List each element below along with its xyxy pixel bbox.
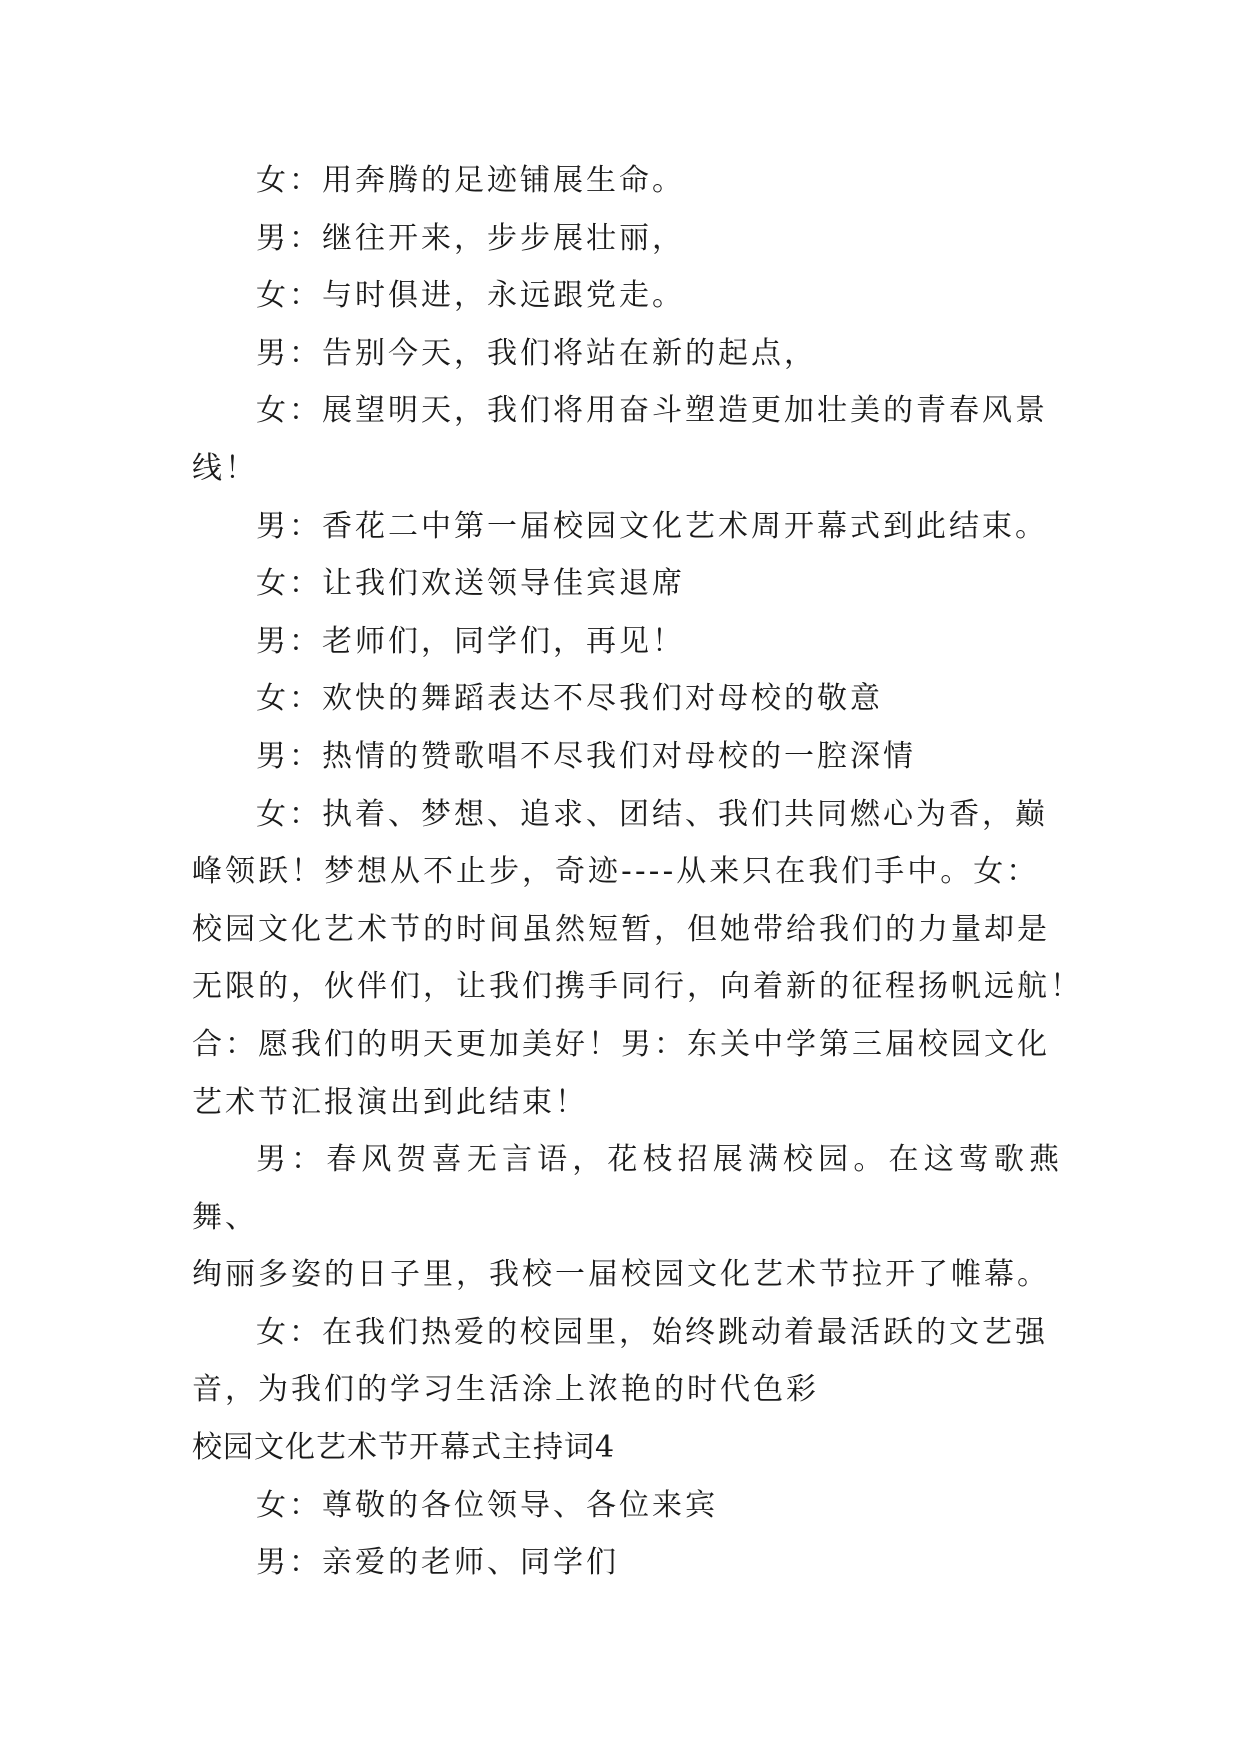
paragraph-continuation: 校园文化艺术节的时间虽然短暂，但她带给我们的力量却是 bbox=[192, 911, 1050, 947]
paragraph-line: 男：热情的赞歌唱不尽我们对母校的一腔深情 bbox=[256, 738, 916, 774]
paragraph-continuation: 线！ bbox=[192, 450, 258, 486]
paragraph-line: 女：在我们热爱的校园里，始终跳动着最活跃的文艺强 bbox=[256, 1314, 1048, 1350]
paragraph-line: 女：欢快的舞蹈表达不尽我们对母校的敬意 bbox=[256, 681, 883, 717]
paragraph-continuation: 绚丽多姿的日子里，我校一届校园文化艺术节拉开了帷幕。 bbox=[192, 1257, 1050, 1293]
paragraph-continuation: 合：愿我们的明天更加美好！男：东关中学第三届校园文化 bbox=[192, 1026, 1050, 1062]
paragraph-line: 男：亲爱的老师、同学们 bbox=[256, 1545, 619, 1581]
paragraph-line: 女：与时俱进，永远跟党走。 bbox=[256, 278, 685, 314]
paragraph-continuation: 音，为我们的学习生活涂上浓艳的时代色彩 bbox=[192, 1372, 819, 1408]
document-body bbox=[192, 152, 1083, 1592]
paragraph-line: 男：继往开来，步步展壮丽， bbox=[256, 220, 685, 256]
paragraph-continuation: 艺术节汇报演出到此结束！ bbox=[192, 1084, 588, 1120]
section-title: 校园文化艺术节开幕式主持词4 bbox=[192, 1430, 616, 1466]
paragraph-line: 女：尊敬的各位领导、各位来宾 bbox=[256, 1487, 718, 1523]
paragraph-line: 女：执着、梦想、追求、团结、我们共同燃心为香，巅 bbox=[256, 796, 1048, 832]
paragraph-line: 男：春风贺喜无言语，花枝招展满校园。在这莺歌燕舞、 bbox=[192, 1142, 1062, 1235]
paragraph-line: 男：告别今天，我们将站在新的起点， bbox=[256, 335, 817, 371]
paragraph-line: 女：展望明天，我们将用奋斗塑造更加壮美的青春风景 bbox=[256, 393, 1048, 429]
paragraph-continuation: 峰领跃！梦想从不止步，奇迹----从来只在我们手中。女： bbox=[192, 854, 1040, 890]
paragraph-line: 女：让我们欢送领导佳宾退席 bbox=[256, 566, 685, 602]
paragraph-line: 女：用奔腾的足迹铺展生命。 bbox=[256, 163, 685, 198]
paragraph-line: 男：香花二中第一届校园文化艺术周开幕式到此结束。 bbox=[256, 508, 1048, 544]
paragraph-continuation: 无限的，伙伴们，让我们携手同行，向着新的征程扬帆远航！ bbox=[192, 969, 1083, 1005]
paragraph-line: 男：老师们，同学们，再见！ bbox=[256, 623, 685, 659]
